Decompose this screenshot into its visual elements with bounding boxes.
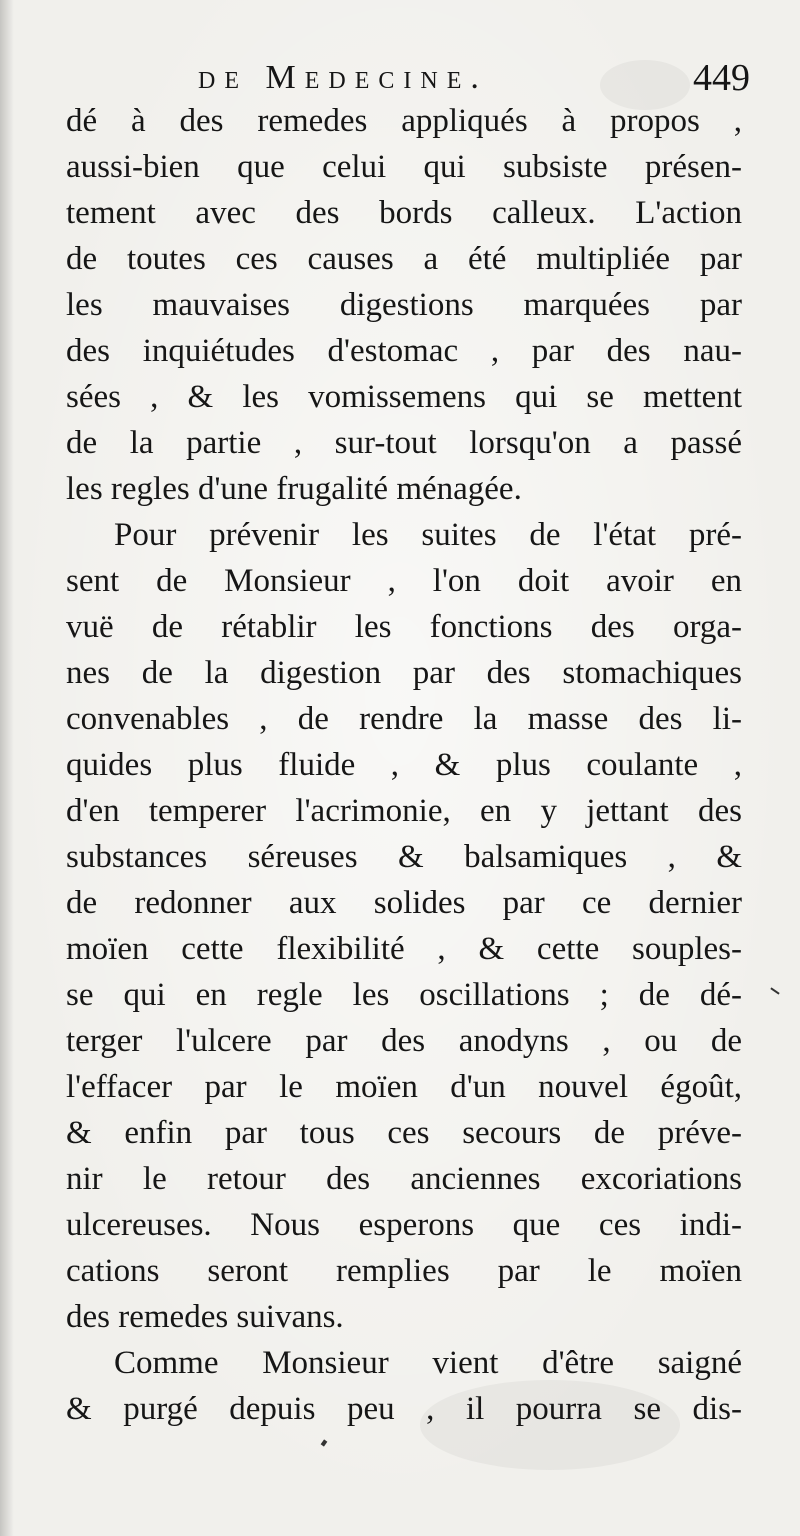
text-line: substances séreuses & balsamiques , &	[66, 839, 742, 875]
page-shadow-edge	[0, 0, 14, 1536]
text-line: sent de Monsieur , l'on doit avoir en	[66, 563, 742, 599]
text-line: l'effacer par le moïen d'un nouvel égoût,	[66, 1069, 742, 1105]
text-line: cations seront remplies par le moïen	[66, 1253, 742, 1289]
text-line: nir le retour des anciennes excoriations	[66, 1161, 742, 1197]
text-line: d'en temperer l'acrimonie, en y jettant des	[66, 793, 742, 829]
text-line: nes de la digestion par des stomachiques	[66, 655, 742, 691]
ink-speck	[770, 987, 779, 994]
text-line: des inquiétudes d'estomac , par des nau-	[66, 333, 742, 369]
ink-speck	[321, 1439, 328, 1446]
text-line: dé à des remedes appliqués à propos ,	[66, 103, 742, 139]
text-line: des remedes suivans.	[66, 1299, 344, 1335]
text-line: moïen cette flexibilité , & cette souples-	[66, 931, 742, 967]
text-line: vuë de rétablir les fonctions des orga-	[66, 609, 742, 645]
body-text	[66, 98, 742, 1432]
text-line: tement avec des bords calleux. L'action	[66, 195, 742, 231]
text-line: de redonner aux solides par ce dernier	[66, 885, 742, 921]
text-line: les mauvaises digestions marquées par	[66, 287, 742, 323]
running-head	[60, 52, 750, 104]
text-line: quides plus fluide , & plus coulante ,	[66, 747, 742, 783]
text-line: de la partie , sur-tout lorsqu'on a passé	[66, 425, 742, 461]
running-title: de Medecine.	[198, 59, 488, 96]
text-line: convenables , de rendre la masse des li-	[66, 701, 742, 737]
text-line: de toutes ces causes a été multipliée par	[66, 241, 742, 277]
text-line: aussi-bien que celui qui subsiste présen-	[66, 149, 742, 185]
paragraph-start-line: Pour prévenir les suites de l'état pré-	[114, 517, 742, 553]
text-line: & enfin par tous ces secours de préve-	[66, 1115, 742, 1151]
text-line: & purgé depuis peu , il pourra se dis-	[66, 1391, 742, 1427]
text-line: se qui en regle les oscillations ; de dé-	[66, 977, 742, 1013]
page-number: 449	[693, 57, 750, 99]
text-line: terger l'ulcere par des anodyns , ou de	[66, 1023, 742, 1059]
text-line: ulcereuses. Nous esperons que ces indi-	[66, 1207, 742, 1243]
text-line: sées , & les vomissemens qui se mettent	[66, 379, 742, 415]
text-line: les regles d'une frugalité ménagée.	[66, 471, 522, 507]
paragraph-start-line: Comme Monsieur vient d'être saigné	[114, 1345, 742, 1381]
